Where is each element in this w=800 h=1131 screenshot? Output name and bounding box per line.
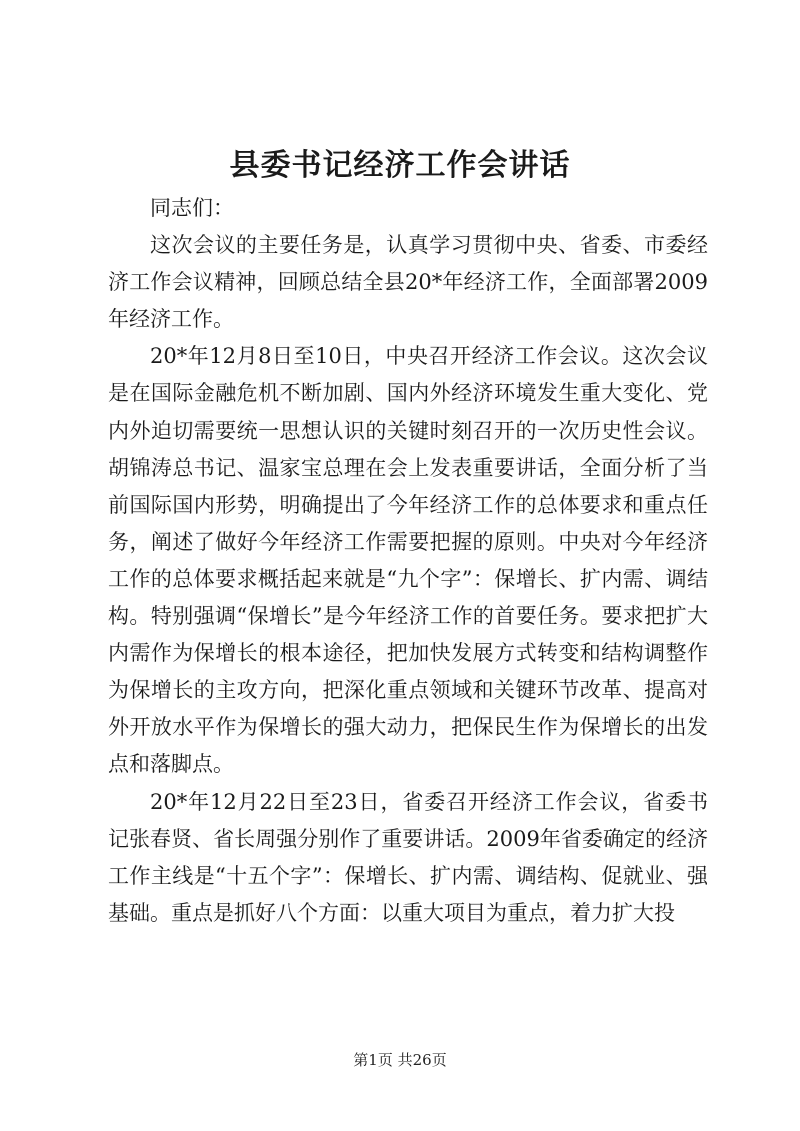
greeting: 同志们：	[150, 196, 234, 220]
document-title: 县委书记经济工作会讲话	[229, 148, 571, 183]
page-footer	[0, 1049, 800, 1070]
paragraph-3: 20*年12月22日至23日，省委召开经济工作会议，省委书记张春贤、省长周强分别作了重要讲话。2009年省委确定的经济工作主线是“十五个字”：保增长、扩内需、调结构、促就业、强基础。重点是抓好八个方面：以重大项目为重点，着力扩大投	[108, 789, 708, 925]
document-body	[108, 190, 708, 932]
paragraph-2: 20*年12月8日至10日，中央召开经济工作会议。这次会议是在国际金融危机不断加剧、国内外经济环境发生重大变化、党内外迫切需要统一思想认识的关键时刻召开的一次历史性会议。胡锦涛总书记、温家宝总理在会上发表重要讲话，全面分析了当前国际国内形势，明确提出了今年经济工作的总体要求和重点任务，阐述了做好今年经济工作需要把握的原则。中央对今年经济工作的总体要求概括起来就是“九个字”：保增长、扩内需、调结构。特别强调“保增长”是今年经济工作的首要任务。要求把扩大内需作为保增长的根本途径，把加快发展方式转变和结构调整作为保增长的主攻方向，把深化重点领域和关键环节改革、提高对外开放水平作为保增长的强大动力，把保民生作为保增长的出发点和落脚点。	[108, 344, 708, 777]
page-number: 第1页 共26页	[353, 1051, 447, 1069]
paragraph-1: 这次会议的主要任务是，认真学习贯彻中央、省委、市委经济工作会议精神，回顾总结全县20*年经济工作，全面部署2009年经济工作。	[108, 233, 708, 332]
